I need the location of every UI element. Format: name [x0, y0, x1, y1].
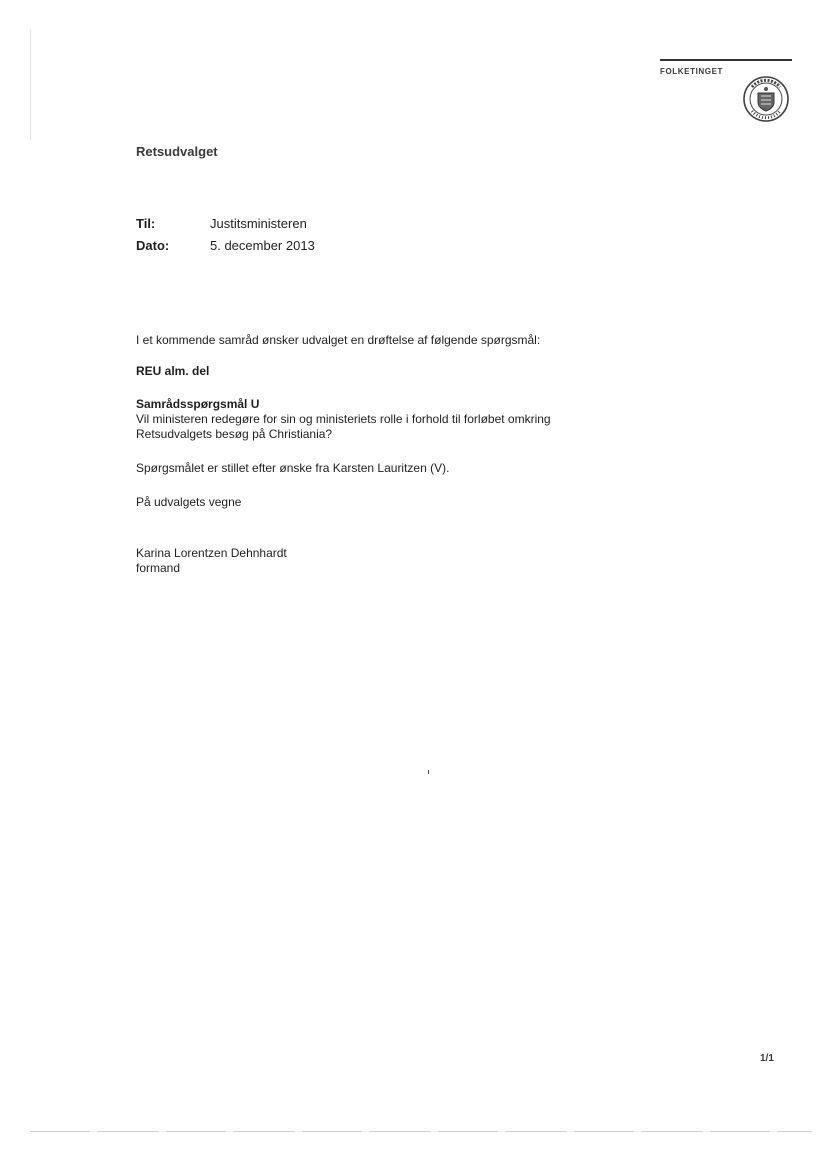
to-value: Justitsministeren	[210, 216, 307, 231]
question-line-2: Retsudvalgets besøg på Christiania?	[136, 427, 333, 441]
requester-text: Spørgsmålet er stillet efter ønske fra Karsten Lauritzen (V).	[136, 461, 450, 475]
page-number: 1/1	[760, 1053, 774, 1064]
organization-name: FOLKETINGET	[660, 67, 724, 76]
folketinget-seal-icon	[742, 75, 790, 123]
header-rule	[660, 59, 792, 61]
signer-name: Karina Lorentzen Dehnhardt	[136, 546, 287, 560]
committee-name: Retsudvalget	[136, 144, 218, 159]
scan-bottom-line	[30, 1131, 812, 1132]
scan-speck	[428, 770, 429, 774]
signer-title: formand	[136, 561, 181, 575]
to-label: Til:	[136, 216, 156, 231]
question-title: Samrådsspørgsmål U	[136, 397, 260, 411]
intro-text: I et kommende samråd ønsker udvalget en drøftelse af følgende spørgsmål:	[136, 333, 541, 347]
date-value: 5. december 2013	[210, 238, 315, 253]
scan-edge-line	[30, 30, 31, 140]
reference-text: REU alm. del	[136, 364, 210, 378]
closing-text: På udvalgets vegne	[136, 495, 242, 509]
date-label: Dato:	[136, 238, 170, 253]
question-line-1: Vil ministeren redegøre for sin og ministeriets rolle i forhold til forløbet omkring	[136, 412, 551, 426]
